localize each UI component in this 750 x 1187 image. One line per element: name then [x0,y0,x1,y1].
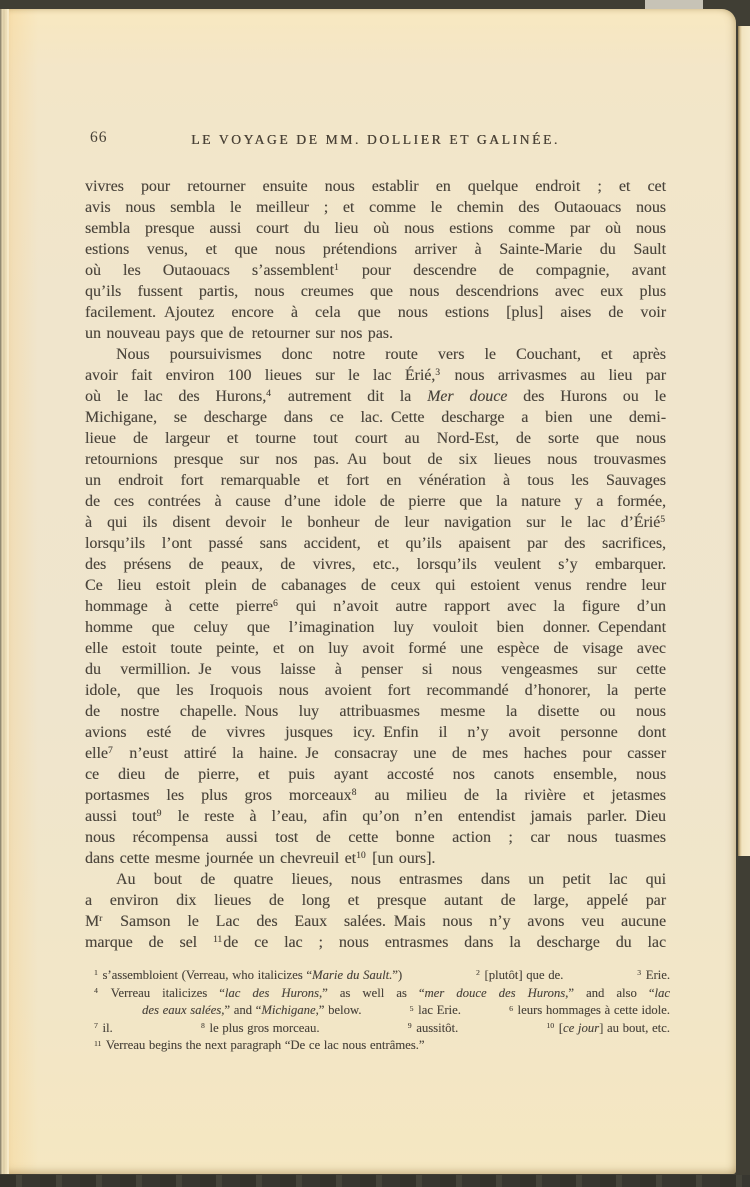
text-segment: de ce lac ; nous entrasmes dans la descharge du lac [223,934,667,951]
book-bottom-edge [0,1175,750,1187]
body-line [85,512,666,533]
text-segment: lorsqu’ils l’ont passé sans accident, et qu’ils apaisent par des sacrifices, [85,535,666,552]
text-segment: à qui ils disent devoir le bonheur de leur navigation sur le lac d’Érié [85,514,661,531]
text-segment: elle [85,745,108,762]
footnote-ref: 8 [200,1021,205,1031]
text-segment: idole, que les Iroquois nous avoient fort recommandé d’honorer, la perte [85,682,666,699]
text-segment: ”) [392,968,403,982]
body-line [85,869,666,890]
text-segment: ,” below. [315,1003,362,1018]
text-segment: facilement. Ajoutez encore à cela que nous estions [plus] aises de voir [85,304,666,321]
text-segment: Michigane, se descharge dans ce lac. Cette descharge a bien une demi- [85,409,666,426]
text-segment: a environ dix lieues de long et presque autant de large, appelé par [85,892,666,909]
body-line [85,596,666,617]
body-line [85,260,666,281]
text-segment: estions venus, et que nous prétendions arriver à Sainte-Marie du Sault [85,241,666,258]
body-line [85,386,666,407]
text-segment: homme que celuy que l’imagination luy vouloit bien donner. Cependant [85,619,666,636]
text-segment: un endroit fort remarquable et fort en vénération à tous les Sauvages [85,472,666,489]
text-segment: du vermillion. Je vous laisse à penser si nous vengeasmes sur cette [85,661,666,678]
text-segment: hommage à cette pierre [85,598,273,615]
text-segment: retournions presque sur nos pas. Au bout de six lieues nous trouvasmes [85,451,666,468]
text-segment: avions esté de vivres jusques icy. Enfin il n’y avoit personne dont [85,724,666,741]
body-line [85,701,666,722]
body-line [85,890,666,911]
footnote-item [201,1020,320,1038]
footnote-ref: 1 [333,262,339,274]
text-segment: Nous poursuivismes donc notre route vers le Couchant, et après [116,346,666,363]
footnote-line [94,985,670,1003]
footnote-ref: 9 [407,1021,412,1031]
footnote-ref: 10 [546,1021,555,1031]
page-number: 66 [90,129,108,146]
text-segment: avoir fait environ 100 lieues sur le lac Érié, [85,367,436,384]
footnote-line [94,1020,670,1038]
footnote-ref: 4 [94,985,98,995]
text-segment: elle estoit toute peinte, et on luy avoit formé une espèce de visage avec [85,640,666,657]
text-segment: Au bout de quatre lieues, nous entrasmes dans un petit lac qui [116,871,666,888]
body-line [85,827,666,848]
footnote-item [410,1002,461,1020]
footnote-item [509,1002,670,1020]
footnotes-block [94,967,670,1055]
footnote-ref: 11 [213,934,223,946]
text-segment: qu’ils fussent partis, nous creumes que nous descendrions avec eux plus [85,283,666,300]
text-segment: qui n’avoit autre rapport avec la figure d’un [278,598,666,615]
text-segment: Verreau italicizes “ [98,985,225,1000]
text-segment: aussi tout [85,808,157,825]
body-line [85,575,666,596]
footnote-item [637,967,670,985]
text-segment: Ce lieu estoit plein de cabanages de ceux qui estoient venus rendre leur [85,577,666,594]
footnote-ref: 2 [476,968,480,978]
body-line [85,449,666,470]
text-segment: Verreau begins the next paragraph “De ce lac nous entrâmes.” [102,1038,425,1053]
footnote-ref: 5 [660,514,665,526]
body-line [85,344,666,365]
text-segment: aussitôt. [412,1020,459,1035]
footnote-ref: r [99,913,103,925]
body-text-block [85,176,666,953]
text-segment: nous récompensa aussi tost de cette bonne action ; car nous tuasmes [85,829,666,846]
text-segment: un nouveau pays que de retourner sur nos pas. [85,325,393,342]
text-segment: s’assembloient (Verreau, who italicizes “ [98,968,312,982]
body-line [85,470,666,491]
text-segment: pour descendre de compagnie, avant [339,262,666,279]
italic-text: mer douce des Hurons [424,985,566,1000]
footnote-line [94,1002,670,1020]
body-line [85,281,666,302]
footnote-ref: 3 [637,968,642,978]
body-line [85,533,666,554]
text-segment: de ces contrées à cause d’une idole de pierre que la nature y a formée, [85,493,666,510]
text-segment: sembla presque aussi court du lieu où nous estions comme par où nous [85,220,666,237]
body-line [85,323,666,344]
text-segment: vivres pour retourner ensuite nous establir en quelque endroit ; et cet [85,178,666,195]
body-line [85,554,666,575]
text-segment: Samson le Lac des Eaux salées. Mais nous n’y avons veu aucune [103,913,666,930]
text-segment: autrement dit la [271,388,428,405]
footnote-ref: 7 [107,745,113,757]
text-segment: des Hurons ou le [507,388,666,405]
text-segment: le plus gros morceau. [205,1020,320,1035]
body-line [85,197,666,218]
text-segment: ,” as well as “ [318,985,425,1000]
footnote-item [546,1020,670,1038]
text-segment: portasmes les plus gros morceaux [85,787,352,804]
text-segment: lieue de largeur et tourne tout court au Nord-Est, de sorte que nous [85,430,666,447]
body-line [85,764,666,785]
text-segment: le reste à l’eau, afin qu’on n’en entendist jamais parler. Dieu [162,808,666,825]
body-line [85,638,666,659]
italic-text: Mer douce [427,388,508,405]
page-stack-edge-left [0,9,9,1174]
footnote-ref: 1 [94,968,98,978]
text-segment: marque de sel [85,934,213,951]
body-line [85,239,666,260]
body-line [85,722,666,743]
text-segment: dans cette mesme journée un chevreuil et [85,850,357,867]
text-segment: des présens de peaux, de vivres, etc., lorsqu’ils veulent s’y embarquer. [85,556,666,573]
text-segment: où le lac des Hurons, [85,388,267,405]
footnote-ref: 3 [435,367,441,379]
text-segment: ce dieu de pierre, et puis ayant accosté nos canots ensemble, nous [85,766,666,783]
text-segment: [un ours]. [366,850,436,867]
body-line [85,365,666,386]
italic-text: lac des Hurons [224,985,319,1000]
text-segment: au milieu de la rivière et jetasmes [357,787,666,804]
book-page [8,9,736,1174]
body-line [85,785,666,806]
adjacent-page-edge [738,26,750,856]
body-line [85,911,666,932]
body-line [85,806,666,827]
footnote-item [476,967,563,985]
footnote-line [94,1037,670,1055]
text-segment: Erie. [642,968,670,982]
footnote-ref: 6 [509,1003,513,1013]
body-line [85,302,666,323]
body-line [85,848,666,869]
footnote-item [142,1002,361,1020]
body-line [85,680,666,701]
body-line [85,428,666,449]
text-segment: avis nous sembla le meilleur ; et comme le chemin des Outaouacs nous [85,199,666,216]
footnote-ref: 10 [356,850,366,862]
footnote-ref: 5 [409,1003,414,1013]
body-line [85,491,666,512]
text-segment: [ [555,1020,563,1035]
body-line [85,659,666,680]
footnote-ref: 4 [266,388,271,400]
italic-text: des eaux salées [142,1003,222,1018]
footnote-ref: 11 [94,1038,102,1048]
body-line [85,617,666,638]
footnote-item [408,1020,458,1038]
text-segment: où les Outaouacs s’assemblent [85,262,334,279]
body-line [85,932,666,953]
text-segment: lac Erie. [414,1003,461,1018]
italic-text: Michigane [261,1003,316,1018]
footnote-ref: 7 [94,1021,98,1031]
text-segment: leurs hommages à cette idole. [513,1003,670,1018]
italic-text: Marie du Sault. [312,968,393,982]
text-segment: M [85,913,100,930]
text-segment: nous arrivasmes au lieu par [441,367,666,384]
text-segment: de nostre chapelle. Nous luy attribuasmes mesme la disette ou nous [85,703,666,720]
text-segment: ] au bout, etc. [599,1020,670,1035]
body-line [85,743,666,764]
body-line [85,176,666,197]
italic-text: lac [654,985,670,1000]
body-line [85,407,666,428]
footnote-item [94,1020,113,1038]
footnote-ref: 9 [156,808,162,820]
italic-text: ce jour [562,1020,600,1035]
footnote-line [94,967,670,985]
text-segment: ,” and “ [221,1003,262,1018]
running-header: LE VOYAGE DE MM. DOLLIER ET GALINÉE. [191,132,560,147]
footnote-ref: 8 [351,787,357,799]
footnote-ref: 6 [273,598,278,610]
text-segment: [plutôt] que de. [480,968,564,982]
text-segment: ,” and also “ [565,985,655,1000]
text-segment: n’eust attiré la haine. Je consacray une de mes haches pour casser [113,745,666,762]
footnote-item [94,967,402,985]
body-line [85,218,666,239]
text-segment: il. [98,1020,113,1035]
